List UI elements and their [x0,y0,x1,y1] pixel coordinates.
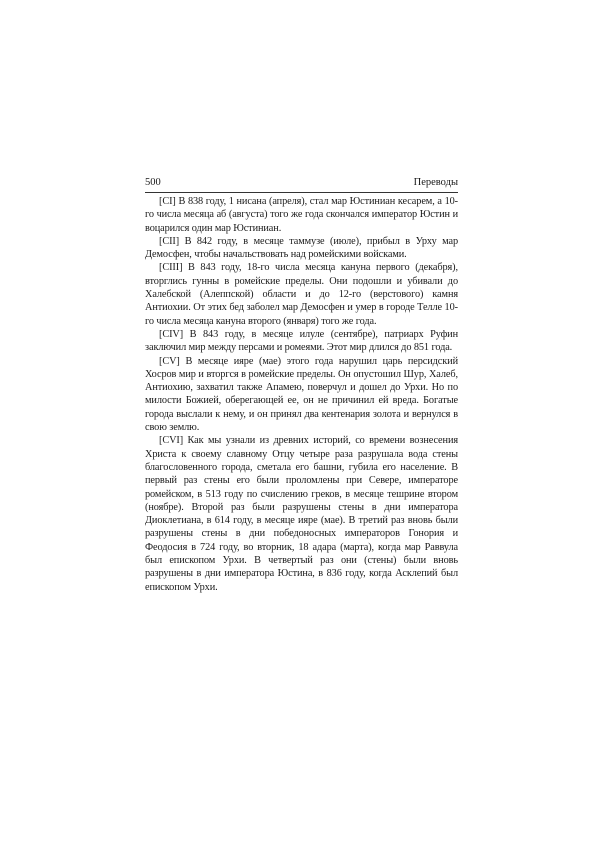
paragraph-cvi: [CVI] Как мы узнали из древних историй, со времени вознесения Христа к своему славному Отцу четыре раза разрушала вода стены благословенного города, сметала его башни, губила его население. В первый раз стены его были проломлены при Севере, императоре ромейском, в 513 году по счислению греков, в месяце тешрине втором (ноябре). Второй раз были разрушены стены в дни императора Диоклетиана, в 614 году, в месяце ияре (мае). В третий раз вновь были разрушены стены в дни победоносных императоров Гонория и Феодосия в 724 году, во вторник, 18 адара (марта), когда мар Раввула был епископом Урхи. В четвертый раз они (стены) были вновь разрушены в дни императора Юстина, в 836 году, когда Асклепий был епископом Урхи. [145,435,458,593]
paragraph-civ: [CIV] В 843 году, в месяце илуле (сентябре), патриарх Руфин заключил мир между персами и ромеями. Этот мир длился до 851 года. [145,328,458,354]
paragraph-ci: [CI] В 838 году, 1 нисана (апреля), стал мар Юстиниан кесарем, а 10-го числа месяца аб (августа) того же года скончался император Юстин и воцарился один мар Юстиниан. [145,196,458,234]
page-header [145,176,458,193]
paragraph-ciii: [CIII] В 843 году, 18-го числа месяца кануна первого (декабря), вторглись гунны в ромейские пределы. Они подошли и убивали до Халебской (Алеппской) области и до 12-го (верстового) камня Антиохии. От этих бед заболел мар Демосфен и умер в городе Телле 10-го числа месяца кануна второго (января) того же года. [145,262,458,327]
page-number: 500 [145,177,161,188]
paragraph-cii: [CII] В 842 году, в месяце таммузе (июле), прибыл в Урху мар Демосфен, чтобы начальствовать над ромейскими войсками. [145,235,458,261]
main-text [145,195,458,594]
running-head: Переводы [413,177,458,188]
paragraph-cv: [CV] В месяце ияре (мае) этого года нарушил царь персидский Хосров мир и вторгся в ромейские пределы. Он опустошил Шур, Халеб, Антиохию, захватил также Апамею, поверчул и дошел до Урхи. Но по милости Божией, оберегающей ее, он не причинил ей вреда. Богатые города выслали к нему, и он принял два кентенария золота и вернулся в свою землю. [145,355,458,434]
